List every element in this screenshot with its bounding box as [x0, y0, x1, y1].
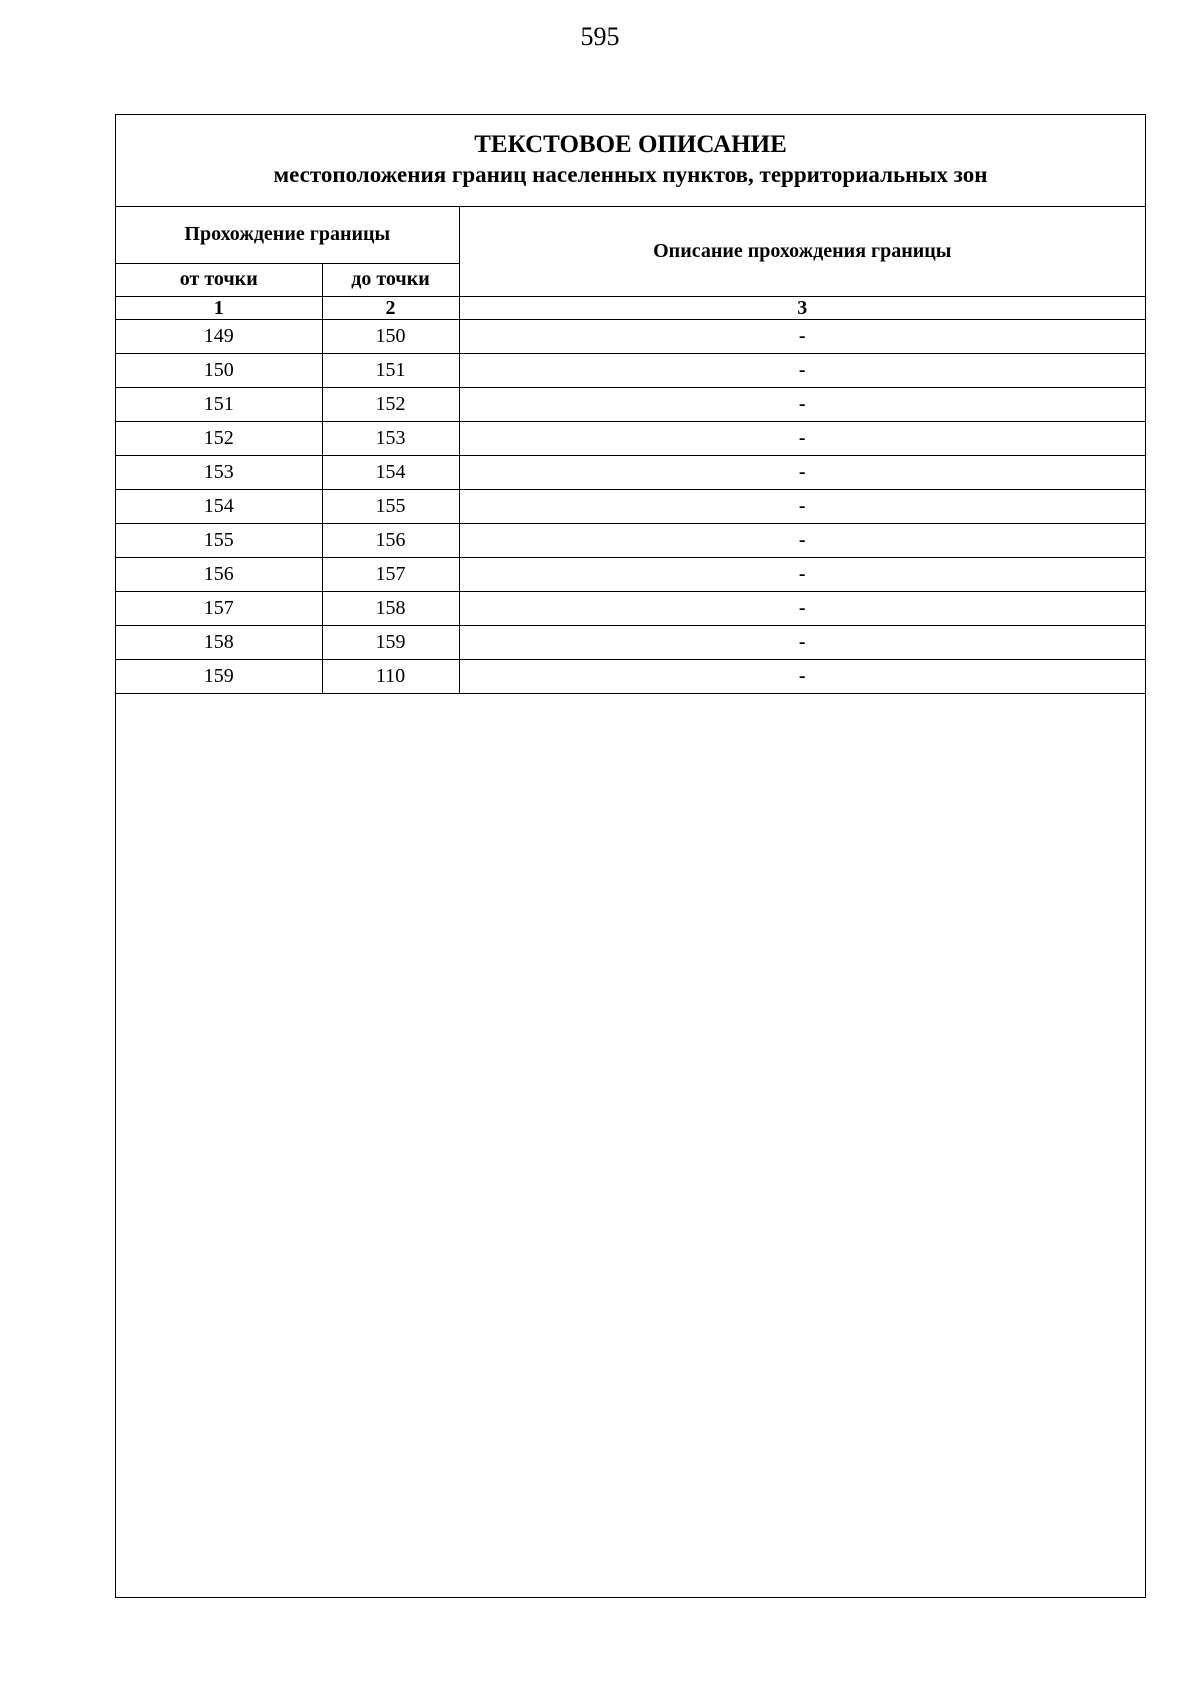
table-row: [116, 523, 1145, 557]
to-point-cell: 159: [322, 625, 459, 659]
page-number: 595: [580, 22, 620, 51]
document-title: ТЕКСТОВОЕ ОПИСАНИЕ: [474, 131, 787, 158]
from-point-cell: 149: [116, 319, 322, 353]
boundary-table: [116, 207, 1145, 694]
from-point-cell: 156: [116, 557, 322, 591]
title-block: [116, 115, 1145, 207]
description-cell: -: [459, 319, 1145, 353]
column-number: 2: [322, 296, 459, 319]
table-row: [116, 659, 1145, 693]
header-description: Описание прохождения границы: [459, 207, 1145, 296]
description-cell: -: [459, 353, 1145, 387]
from-point-cell: 159: [116, 659, 322, 693]
table-row: [116, 353, 1145, 387]
to-point-cell: 154: [322, 455, 459, 489]
to-point-cell: 110: [322, 659, 459, 693]
to-point-cell: 156: [322, 523, 459, 557]
column-number: 1: [116, 296, 322, 319]
to-point-cell: 158: [322, 591, 459, 625]
document-subtitle: местоположения границ населенных пунктов, территориальных зон: [273, 162, 988, 187]
from-point-cell: 158: [116, 625, 322, 659]
from-point-cell: 153: [116, 455, 322, 489]
from-point-cell: 152: [116, 421, 322, 455]
column-number-row: [116, 296, 1145, 319]
to-point-cell: 153: [322, 421, 459, 455]
table-row: [116, 625, 1145, 659]
to-point-cell: 155: [322, 489, 459, 523]
from-point-cell: 150: [116, 353, 322, 387]
header-from-point: от точки: [116, 263, 322, 296]
description-cell: -: [459, 421, 1145, 455]
to-point-cell: 152: [322, 387, 459, 421]
table-row: [116, 489, 1145, 523]
document-frame: [115, 114, 1146, 1598]
column-number: 3: [459, 296, 1145, 319]
description-cell: -: [459, 591, 1145, 625]
table-row: [116, 319, 1145, 353]
header-boundary-passage: Прохождение границы: [116, 207, 459, 263]
description-cell: -: [459, 523, 1145, 557]
description-cell: -: [459, 557, 1145, 591]
description-cell: -: [459, 625, 1145, 659]
from-point-cell: 151: [116, 387, 322, 421]
description-cell: -: [459, 387, 1145, 421]
to-point-cell: 157: [322, 557, 459, 591]
description-cell: -: [459, 489, 1145, 523]
table-row: [116, 455, 1145, 489]
description-cell: -: [459, 455, 1145, 489]
table-row: [116, 557, 1145, 591]
from-point-cell: 155: [116, 523, 322, 557]
from-point-cell: 157: [116, 591, 322, 625]
table-row: [116, 591, 1145, 625]
header-to-point: до точки: [322, 263, 459, 296]
from-point-cell: 154: [116, 489, 322, 523]
to-point-cell: 150: [322, 319, 459, 353]
table-row: [116, 421, 1145, 455]
to-point-cell: 151: [322, 353, 459, 387]
description-cell: -: [459, 659, 1145, 693]
table-row: [116, 387, 1145, 421]
